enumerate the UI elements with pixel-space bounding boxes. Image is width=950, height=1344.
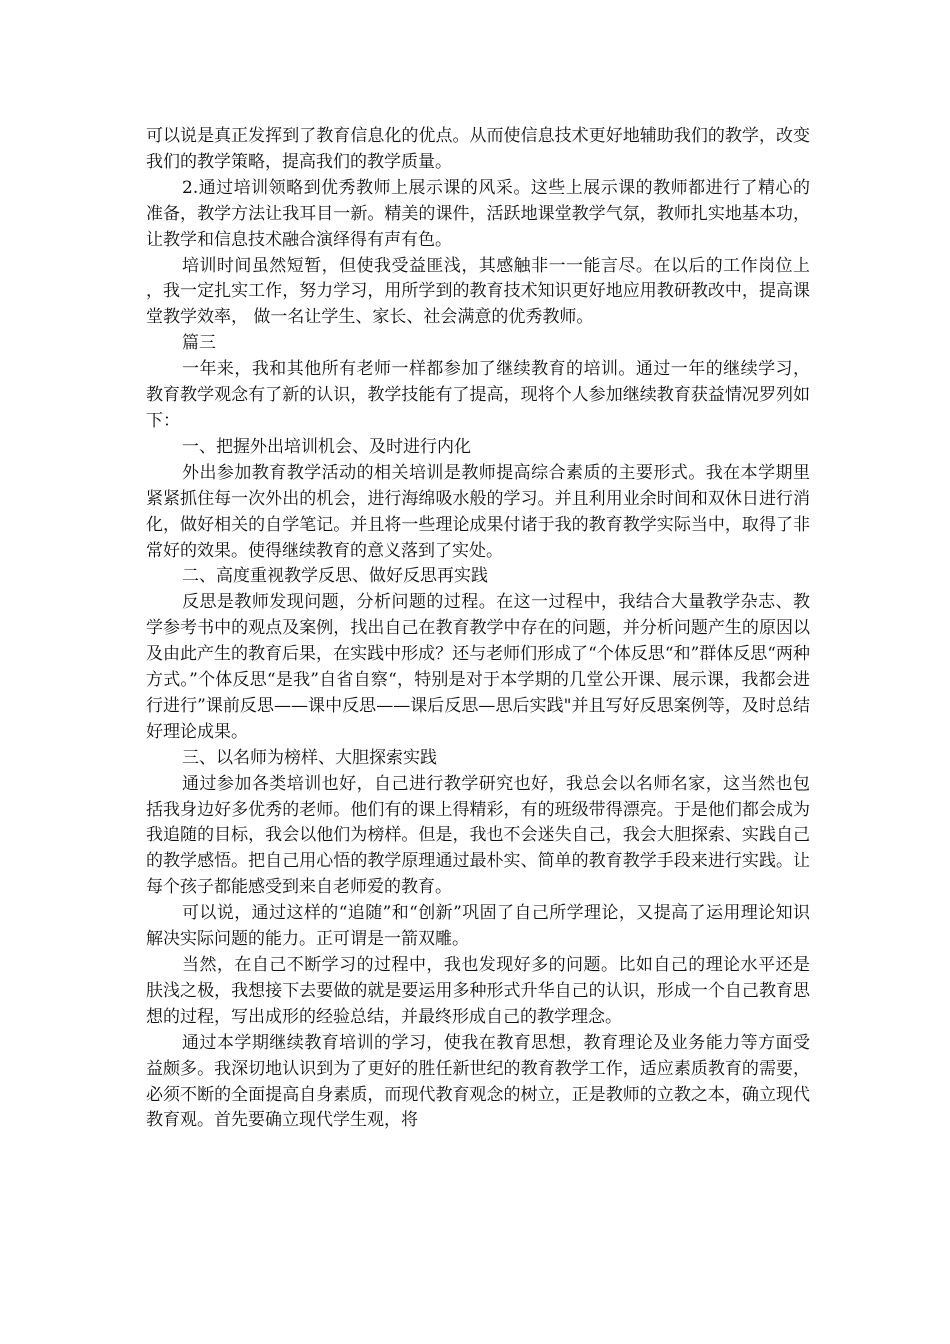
paragraph-role-models: 通过参加各类培训也好，自己进行教学研究也好，我总会以名师名家，这当然也包括我身边好多优秀的老师。他们有的课上得精彩，有的班级带得漂亮。于是他们都会成为我追随的目标，我会以他们为榜样。但是，我也不会迷失自己，我会大胆探索、实践自己的教学感悟。把自己用心悟的教学原理通过最朴实、简单的教育教学手段来进行实践。让每个孩子都能感受到来自老师爱的教育。 — [146, 773, 810, 898]
paragraph-summary: 通过本学期继续教育培训的学习，使我在教育思想，教育理论及业务能力等方面受益颇多。我深切地认识到为了更好的胜任新世纪的教育教学工作，适应素质教育的需要，必须不断的全面提高自身素质，而现代教育观念的树立，正是教师的立教之本，确立现代教育观。首先要确立现代学生观，将 — [146, 1032, 810, 1131]
subheading-1: 一、把握外出培训机会、及时进行内化 — [182, 436, 471, 457]
paragraph-problems: 当然，在自己不断学习的过程中，我也发现好多的问题。比如自己的理论水平还是肤浅之极，我想接下去要做的就是要运用多种形式升华自己的认识，形成一个自己教育思想的过程，写出成形的经验总结，并最终形成自己的教学理念。 — [146, 955, 810, 1027]
paragraph-reflection: 反思是教师发现问题，分析问题的过程。在这一过程中，我结合大量教学杂志、教学参考书中的观点及案例，找出自己在教育教学中存在的问题，并分析问题产生的原因以及由此产生的教育后果，在实践中形成？还与老师们形成了“个体反思“和”群体反思“两种方式。”个体反思“是我”自省自察“，特别是对于本学期的几堂公开课、展示课，我都会进行进行”课前反思——课中反思——课后反思—思后实践"并且写好反思案例等，及时总结好理论成果。 — [146, 592, 810, 742]
paragraph-continuation: 可以说是真正发挥到了教育信息化的优点。从而使信息技术更好地辅助我们的教学，改变我们的教学策略，提高我们的教学质量。 — [146, 126, 810, 172]
paragraph-intro: 一年来，我和其他所有老师一样都参加了继续教育的培训。通过一年的继续学习，教育教学观念有了新的认识，教学技能有了提高，现将个人参加继续教育获益情况罗列如下： — [146, 359, 810, 431]
subheading-3: 三、以名师为榜样、大胆探索实践 — [182, 747, 437, 768]
subheading-2: 二、高度重视教学反思、做好反思再实践 — [182, 566, 488, 587]
paragraph-point-2: 2.通过培训领略到优秀教师上展示课的风采。这些上展示课的教师都进行了精心的准备，教学方法让我耳目一新。精美的课件，活跃地课堂教学气氛，教师扎实地基本功，让教学和信息技术融合演绎得有声有色。 — [146, 177, 810, 250]
paragraph-training: 外出参加教育教学活动的相关培训是教师提高综合素质的主要形式。我在本学期里紧紧抓住每一次外出的机会，进行海绵吸水般的学习。并且利用业余时间和双休日进行消化，做好相关的自学笔记。并且将一些理论成果付诸于我的教育教学实际当中，取得了非常好的效果。使得继续教育的意义落到了实处。 — [146, 462, 810, 561]
paragraph-conclusion: 培训时间虽然短暂，但使我受益匪浅，其感触非一一能言尽。在以后的工作岗位上，我一定扎实工作，努力学习，用所学到的教育技术知识更好地应用教研教改中，提高课堂教学效率， 做一名让学生、家长、社会满意的优秀教师。 — [146, 255, 810, 328]
section-heading-part-three: 篇三 — [182, 333, 216, 354]
document-body — [146, 124, 810, 1134]
paragraph-follow-innovate: 可以说，通过这样的“追随”和“创新”巩固了自己所学理论，又提高了运用理论知识解决实际问题的能力。正可谓是一箭双雕。 — [146, 903, 810, 950]
